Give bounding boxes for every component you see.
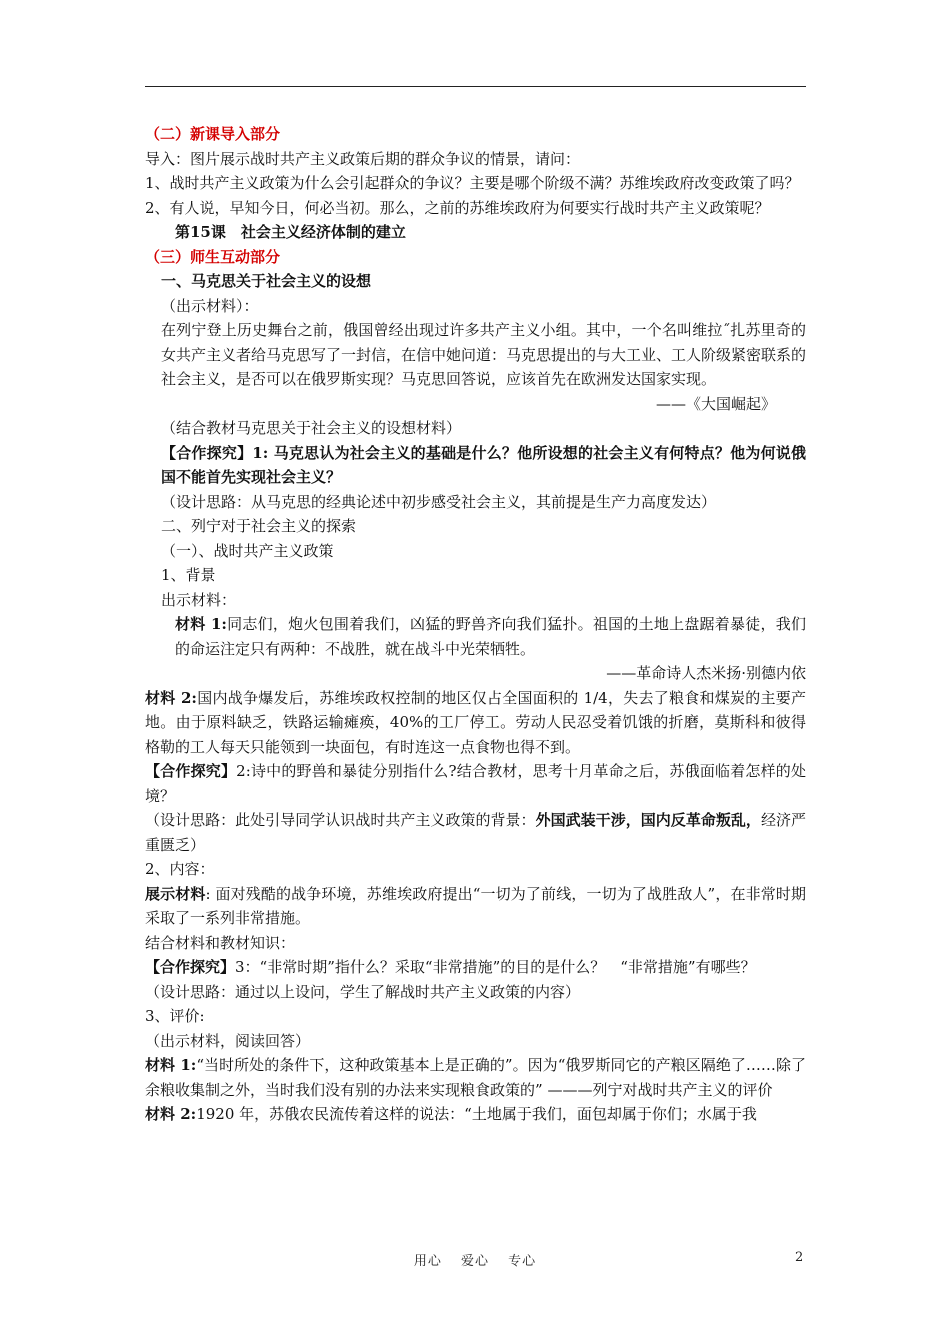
page-number: 2 — [795, 1250, 804, 1265]
material-2 — [145, 686, 806, 760]
material-label: 材料 1: — [175, 615, 227, 633]
design-text-end: 经济严重匮乏） — [145, 811, 806, 854]
intro-lead: 导入：图片展示战时共产主义政策后期的群众争议的情景，请问： — [145, 149, 581, 168]
marx-source-line — [145, 392, 806, 417]
coop-question-2 — [145, 759, 806, 808]
coop-text: 1: 马克思认为社会主义的基础是什么？他所设想的社会主义有何特点？他为何说俄国不能首先实现社会主义？ — [161, 443, 806, 486]
intro-question-1: 1、战时共产主义政策为什么会引起群众的争议？主要是哪个阶级不满？苏维埃政府改变政策了吗？ — [145, 174, 800, 192]
combine-note: 结合材料和教材知识： — [145, 933, 296, 952]
coop1-design: （设计思路：从马克思的经典论述中初步感受社会主义，其前提是生产力高度发达） — [161, 492, 717, 511]
marx-material: 在列宁登上历史舞台之前，俄国曾经出现过许多共产主义小组。其中，一个名叫维拉˝扎苏里奇的女共产主义者给马克思写了一封信，在信中她问道：马克思提出的与大工业、工人阶级紧密联系的社会主义，是否可以在俄罗斯实现？马克思回答说，应该首先在欧洲发达国家实现。 — [161, 321, 807, 388]
show-label: 展示材料 — [145, 884, 206, 903]
material-label: 材料 2: — [145, 688, 197, 707]
evaluation-material-1 — [145, 1053, 806, 1102]
header-rule — [145, 86, 806, 87]
intro-heading: （二）新课导入部分 — [145, 125, 281, 143]
coop2-design — [145, 808, 806, 857]
coop-question-3 — [145, 955, 806, 980]
marx-heading: 一、马克思关于社会主义的设想 — [161, 272, 372, 290]
interaction-heading: （三）师生互动部分 — [145, 247, 281, 266]
lesson-title: 第15课 社会主义经济体制的建立 — [175, 223, 406, 241]
show-text: : 面对残酷的战争环境，苏维埃政府提出“一切为了前线，一切为了战胜敌人”，在非常时期采取了一系列非常措施。 — [145, 884, 806, 927]
material-text: “当时所处的条件下，这种政策基本上是正确的”。因为“俄罗斯同它的产粮区隔绝了……除了余粮收集制之外，当时我们没有别的办法来实现粮食政策的” ———列宁对战时共产主义的评价 — [145, 1056, 806, 1099]
marx-source: ——《大国崛起》 — [656, 394, 777, 413]
coop-question-1 — [145, 441, 806, 490]
war-communism-heading: （一）、战时共产主义政策 — [161, 541, 334, 560]
evaluation-show: （出示材料，阅读回答） — [145, 1031, 311, 1050]
intro-question-2: 2、有人说，早知今日，何必当初。那么，之前的苏维埃政府为何要实行战时共产主义政策呢？ — [145, 198, 770, 217]
document-body — [145, 122, 806, 1127]
background-heading: 1、背景 — [161, 566, 216, 584]
content-heading: 2、内容： — [145, 860, 215, 878]
design-text: （设计思路：此处引导同学认识战时共产主义政策的背景： — [145, 811, 536, 829]
material-text: 同志们，炮火包围着我们，凶猛的野兽齐向我们猛扑。祖国的土地上盘踞着暴徒，我们的命运注定只有两种：不战胜，就在战斗中光荣牺牲。 — [175, 615, 806, 658]
evaluation-material-2 — [145, 1102, 806, 1127]
material-label: 材料 2: — [145, 1105, 197, 1123]
design-emphasis: 外国武装干涉，国内反革命叛乱， — [535, 811, 761, 829]
m1-source-line — [145, 661, 806, 686]
lenin-heading: 二、列宁对于社会主义的探索 — [161, 517, 357, 535]
coop-label: 【合作探究】 — [145, 958, 236, 976]
coop-text: 3：“非常时期”指什么？采取“非常措施”的目的是什么？ “非常措施”有哪些？ — [235, 958, 756, 976]
coop3-design: （设计思路：通过以上设问，学生了解战时共产主义政策的内容） — [145, 982, 581, 1001]
coop-label: 【合作探究】 — [161, 443, 253, 462]
show-material: （出示材料）： — [161, 296, 259, 315]
material-1 — [145, 612, 806, 661]
material-text: 1920 年，苏俄农民流传着这样的说法：“土地属于我们，面包却属于你们；水属于我 — [196, 1105, 757, 1123]
material-text: 国内战争爆发后，苏维埃政权控制的地区仅占全国面积的 1/4，失去了粮食和煤炭的主要产地。由于原料缺乏，铁路运输瘫痪，40%的工厂停工。劳动人民忍受着饥饿的折磨，莫斯科和彼得格勒的工人每天只能领到一块面包，有时连这一点食物也得不到。 — [145, 688, 806, 756]
m1-source: ——革命诗人杰米扬·别德内依 — [606, 664, 806, 682]
material-label: 材料 1: — [145, 1056, 197, 1074]
marx-note: （结合教材马克思关于社会主义的设想材料） — [161, 419, 462, 437]
coop-label: 【合作探究】 — [145, 762, 237, 780]
evaluation-heading: 3、评价: — [145, 1007, 205, 1025]
coop-text: 2:诗中的野兽和暴徒分别指什么?结合教材，思考十月革命之后，苏俄面临着怎样的处境？ — [145, 762, 806, 805]
footer-motto: 用心 爱心 专心 — [413, 1254, 537, 1269]
show-material-2: 出示材料： — [161, 590, 237, 609]
show-material-3 — [145, 882, 806, 931]
